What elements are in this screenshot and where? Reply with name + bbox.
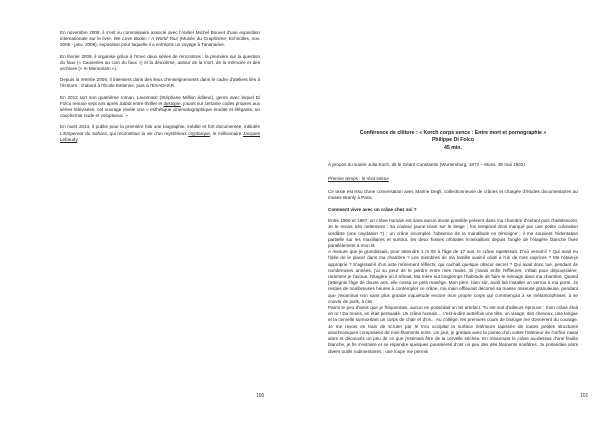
duration: 45 min.: [444, 144, 462, 151]
text-run: , qui reconstitue la vie d'un mystérieux: [106, 130, 189, 136]
lecture-body: [328, 218, 578, 354]
lecture-column: [328, 130, 578, 355]
text-run: En 2013 sort son quatrième roman,: [60, 94, 137, 100]
lecture-title: Conférence de clôture : « Korch corps sence : Entre mort et pornographie »: [359, 130, 547, 136]
link-dystopie[interactable]: dystopie: [163, 100, 181, 106]
speaker-name: Philippe Di Folco: [431, 137, 475, 144]
body-paragraph: Parmi le peu d'amis que je fréquentais, aucun ne possédait un tel artefact. Tu est soit d'ailleurs éprouve : mon crâne était en or ! Du moins, en était persuadé. Un crâne humain... c'est-à-dire autrefois une tête, un visage, des cheveux, une langue et la cervelle surmontant un corps de chair et d'os... Au collège, les premiers cours de biologie me donnèrent du courage. Je me revois en train de scruter par le trou occipital la surface intérieure tapissée de toutes petites structures anachroniques composées de mini-filaments noirs. Un jour, je grattais avec la pointe d'un cutter l'intérieur de l'orifice nasal alors et découvris un peu de ce que j'estimais être de la cervelle séchée. En retournant le crâne au-dessus d'une feuille blanche, je fis s'extraire et se répandre quelques poussières d'ont un peu des dés filaments noirâtres. Je possédais alors divers outils rudimentaires : une loupe me permis: [328, 305, 578, 354]
text-run: entre thriller et: [131, 100, 164, 106]
text-run: .: [77, 136, 79, 142]
bio-paragraph: En février 2009, il organise grâce à l'Imec deux séries de rencontres : la première sur la question du faux (« Causeries au coin du faux ») et la deuxième, autour de la mort, de la mémoire et des archives (« In Memoriam »).: [60, 53, 260, 72]
bio-paragraph: [60, 95, 260, 120]
text-run: , jouant sur certaine codes propres aux séries télévisées, cet ouvrage révèle une « esthétique cinématographique érudite et élégante, un cauchemar nude et voluptueux. »: [60, 100, 260, 119]
section-heading: Premier temps : le récit intime: [328, 176, 389, 182]
book-title: Sabot: [119, 100, 132, 106]
text-run: (Stéphane Million éditeur), genre avec lequel Di Folco renoue sept ans après: [60, 94, 260, 106]
text-run: , le millionnaire: [209, 130, 243, 136]
text-run: (Musée du Graphisme, Echirolles, nov. 2008 - janv. 2009), exposition pour laquelle il a entrepris un voyage à Tananarive.: [60, 36, 261, 48]
page-number: 100: [256, 393, 265, 399]
question-heading: Comment vivre avec un crâne chez soi ?: [328, 207, 417, 213]
text-run: En mars 2014, il publie pour la première fois une biographie, inédite et fort documentée, intitulée: [60, 124, 260, 130]
book-title: L'Empereur du Sahara: [60, 130, 107, 136]
intro-paragraph: Ce texte est issu d'une conversation avec Marine Degli, collectionneuse de crânes et chargée d'études documentaires au musée Branly à Paris.: [328, 188, 578, 200]
right-page: [300, 0, 600, 424]
biography-column: [60, 30, 260, 148]
subject-line: À propos du suaire Julia Koch, dit le Géant Constantin (Wurtemburg, 1872 – Mons, 30 mai 1902): [328, 162, 525, 168]
bio-paragraph: [60, 124, 260, 143]
page-number: 101: [580, 393, 589, 399]
book-title: We Love Books ! A World Tour: [113, 36, 179, 42]
link-cryptarque[interactable]: cryptarque: [188, 130, 210, 136]
link-jacques-lebaudy[interactable]: Jacques Lebaudy: [60, 130, 261, 142]
body-paragraph: Entre 1969 et 1987, un crâne humain est sans aucun doute possible présent dans ma chambre d'enfant puis d'adolescent. Je le revois très nettement : sa couleur jaune tirant sur le beige ; fos temporal droit marqué par une petite coloration verdâtre (une oxydation ?) ; un crâne incomplet, l'absence de la mandibule en témoigne ; il me souvient l'édentation partielle sur les maxillaires et surtout, les deux fosses orbitales m'assaillant depuis l'angle de l'étagère blanche fixée parallèlement à mon lit.: [328, 218, 578, 249]
bio-paragraph: Depuis la rentrée 2009, il intervient dans des lieux d'enseignements dans le cadre d'ateliers liés à l'écriture : d'abord à l'École Estienne, puis à l'ESADHAR.: [60, 77, 260, 89]
body-paragraph: A mesure que je grandissais, pour atteindre 1 m 92 à l'âge de 17 ans, le crâne rapetissait. D'où venait-il ? Qui avait eu l'idée de le placer dans ma chambre ? Les membres de ma famille avait-il cédé à l'un de mes caprices ? Me l'étais-je approprié ? S'agissait-il d'un acte mûrement réfléchi, qui cachait quelque obscur secret ? Qui avait donc tué, pendant de nombreuses années, j'ai su peur de le perdre entre mes mains. Si j'osais enfin l'effleurer, c'était pour dépoussiérer, rarement je l'avoue, l'étagère où il trônait. Ma mère eut longtemps l'habitude de faire le ménage dans ma chambre. Quand j'atteignis l'âge de douze ans, elle cessa ce petit manège. Mon père, bien sûr, avait fait installer un verrou à ma porte. Je restais de nombreuses heures à contempler ce crâne, ma main effleurait décorné sa masse osseuse granuleuse, pendant que j'examinai non sans plus grande inquiétude encore mon propre corps qui commençait à se métamorphoser, à se couvrir de poils, à cler.: [328, 249, 578, 304]
text-run: En novembre 2008, il s'est vu commissaire associé avec l'Atelier Michel Bouvet d'une exposition internationale sur le livre,: [60, 30, 260, 42]
bio-paragraph: [60, 30, 260, 49]
book-title: Lavomatic: [136, 94, 158, 100]
